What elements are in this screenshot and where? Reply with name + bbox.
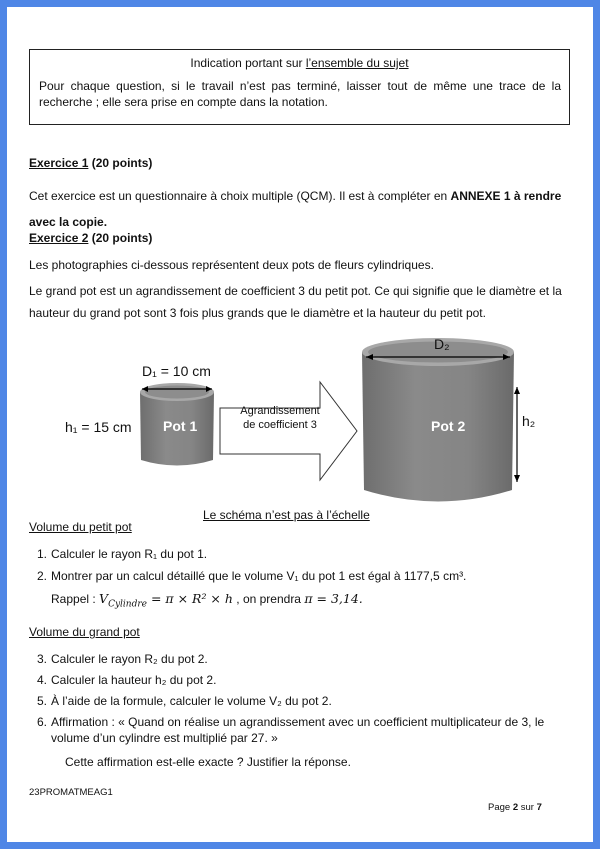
arrow-caption-line1: Agrandissement <box>240 405 320 417</box>
question-1 <box>37 546 208 562</box>
footer-page-prefix: Page <box>488 802 513 813</box>
question-3 <box>37 651 208 667</box>
footer-page <box>488 802 542 813</box>
notice-prefix: Indication portant sur <box>190 56 306 70</box>
exercise-2-para-line1: Le grand pot est un agrandissement de coefficient 3 du petit pot. Ce qui signifie que le diamètre et la <box>29 284 562 298</box>
question-3-number: 3. <box>37 652 48 666</box>
footer-code: 23PROMATMEAG1 <box>29 787 113 798</box>
d1-label: D₁ = 10 cm <box>142 363 211 379</box>
exercise-1-title: Exercice 1 <box>29 156 89 170</box>
question-6-line2: volume d’un cylindre est multiplié par 27. » <box>51 731 278 745</box>
exercise-1-text-b: ANNEXE 1 à rendre <box>450 189 562 203</box>
question-6-line1: Affirmation : « Quand on réalise un agrandissement avec un coefficient multiplicateur de 3, le <box>51 715 545 729</box>
section-small-pot: Volume du petit pot <box>29 520 132 534</box>
pot-2-label: Pot 2 <box>431 418 466 434</box>
footer-page-mid: sur <box>518 802 537 813</box>
rappel-formula <box>99 591 233 610</box>
pot-1-label: Pot 1 <box>163 418 198 434</box>
final-question: Cette affirmation est-elle exacte ? Justifier la réponse. <box>65 755 351 769</box>
page <box>7 7 593 842</box>
footer-page-total: 7 <box>536 802 542 813</box>
exercise-2-points: (20 points) <box>88 231 153 245</box>
question-4-number: 4. <box>37 673 48 687</box>
question-4-text: Calculer la hauteur h₂ du pot 2. <box>51 673 217 687</box>
notice-box <box>29 49 570 125</box>
notice-title-underlined: l’ensemble du sujet <box>305 56 409 70</box>
question-1-number: 1. <box>37 547 48 561</box>
exercise-1-text-a: Cet exercice est un questionnaire à choix multiple (QCM). Il est à compléter en <box>29 189 451 203</box>
exercise-2-intro: Les photographies ci-dessous représentent deux pots de fleurs cylindriques. <box>29 258 434 272</box>
question-3-text: Calculer le rayon R₂ du pot 2. <box>51 652 208 666</box>
h1-label: h₁ = 15 cm <box>65 419 132 435</box>
question-6 <box>37 714 569 746</box>
exercise-2-title: Exercice 2 <box>29 231 89 245</box>
arrow-caption-line2: de coefficient 3 <box>243 419 317 431</box>
rappel-line <box>51 591 363 613</box>
notice-text: Pour chaque question, si le travail n’est pas terminé, laisser tout de même une trace de la recherche ; elle sera prise en compte dans la notation. <box>39 79 561 109</box>
d2-label: D₂ <box>434 336 450 352</box>
question-1-text: Calculer le rayon R₁ du pot 1. <box>51 547 208 561</box>
question-6-number: 6. <box>37 715 48 729</box>
question-2-text: Montrer par un calcul détaillé que le volume V₁ du pot 1 est égal à 1177,5 cm³. <box>51 569 467 583</box>
h2-arrow <box>514 387 520 482</box>
exercise-1-text-c: avec la copie. <box>29 215 108 229</box>
figure-caption: Le schéma n’est pas à l’échelle <box>203 508 370 522</box>
notice-title <box>30 56 569 70</box>
exercise-2-heading <box>29 230 152 246</box>
rappel-prefix: Rappel : <box>51 592 100 606</box>
arrow-caption <box>220 404 340 432</box>
question-5-text: À l’aide de la formule, calculer le volume V₂ du pot 2. <box>51 694 332 708</box>
exercise-2-para-line2: hauteur du grand pot sont 3 fois plus grands que le diamètre et la hauteur du petit pot. <box>29 306 486 320</box>
footer-page-number: 2 <box>512 802 519 813</box>
exercise-1-heading <box>29 155 152 171</box>
question-2 <box>37 568 467 584</box>
rappel-formula-v: V <box>99 591 109 606</box>
section-big-pot: Volume du grand pot <box>29 625 140 639</box>
question-5 <box>37 693 332 709</box>
exercise-1-points: (20 points) <box>88 156 153 170</box>
question-2-number: 2. <box>37 569 48 583</box>
rappel-mid: , on prendra <box>232 592 305 606</box>
h2-label: h₂ <box>522 413 536 429</box>
question-4 <box>37 672 217 688</box>
rappel-pi: π = 3,14. <box>304 591 363 606</box>
rappel-formula-sub: Cylindre <box>108 599 147 610</box>
question-5-number: 5. <box>37 694 48 708</box>
rappel-formula-rest: = π × R² × h <box>146 591 233 606</box>
exercise-1-text <box>29 183 569 235</box>
